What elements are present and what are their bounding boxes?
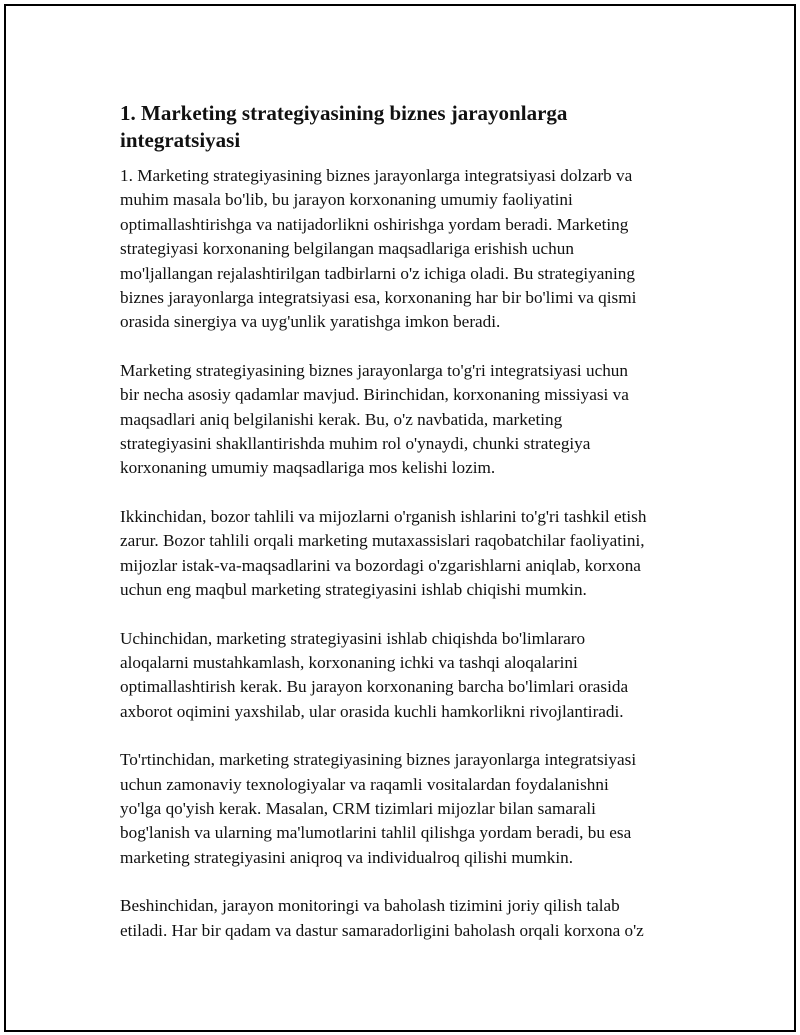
paragraph-4	[120, 627, 690, 725]
page-frame	[4, 4, 796, 1032]
text-line: muhim masala bo'lib, bu jarayon korxonaning umumiy faoliyatini	[120, 190, 573, 210]
text-line: To'rtinchidan, marketing strategiyasining biznes jarayonlarga integratsiyasi	[120, 750, 637, 770]
text-line: mo'ljallangan rejalashtirilgan tadbirlarni o'z ichiga oladi. Bu strategiyaning	[120, 263, 635, 283]
text-line: orasida sinergiya va uyg'unlik yaratishga imkon beradi.	[120, 312, 501, 332]
text-line: 1. Marketing strategiyasining biznes jarayonlarga integratsiyasi dolzarb va	[120, 166, 633, 185]
text-line: axborot oqimini yaxshilab, ular orasida kuchli hamkorlikni rivojlantiradi.	[120, 701, 624, 721]
text-line: Uchinchidan, marketing strategiyasini ishlab chiqishda bo'limlararo	[120, 628, 586, 648]
paragraph-6	[120, 894, 690, 943]
text-line: korxonaning umumiy maqsadlariga mos kelishi lozim.	[120, 458, 496, 478]
text-line: strategiyasi korxonaning belgilangan maqsadlariga erishish uchun	[120, 239, 574, 259]
paragraph-3	[120, 505, 690, 603]
text-line: biznes jarayonlarga integratsiyasi esa, korxonaning har bir bo'limi va qismi	[120, 288, 637, 308]
heading-line: 1. Marketing strategiyasining biznes jarayonlarga	[120, 101, 568, 125]
text-line: uchun zamonaviy texnologiyalar va raqamli vositalardan foydalanishni	[120, 774, 609, 794]
text-line: uchun eng maqbul marketing strategiyasini ishlab chiqishi mumkin.	[120, 580, 587, 600]
heading-line: integratsiyasi	[120, 128, 241, 152]
text-line: Ikkinchidan, bozor tahlili va mijozlarni o'rganish ishlarini to'g'ri tashkil etish	[120, 506, 647, 526]
paragraph-2	[120, 359, 690, 481]
text-line: aloqalarni mustahkamlash, korxonaning ichki va tashqi aloqalarini	[120, 652, 578, 672]
text-line: zarur. Bozor tahlili orqali marketing mutaxassislari raqobatchilar faoliyatini,	[120, 531, 645, 551]
text-line: Marketing strategiyasining biznes jarayonlarga to'g'ri integratsiyasi uchun	[120, 360, 628, 380]
text-line: bog'lanish va ularning ma'lumotlarini tahlil qilishga yordam beradi, bu esa	[120, 823, 632, 843]
text-line: strategiyasini shakllantirishda muhim rol o'ynaydi, chunki strategiya	[120, 434, 591, 454]
text-line: Beshinchidan, jarayon monitoringi va baholash tizimini joriy qilish talab	[120, 896, 620, 916]
text-line: optimallashtirishga va natijadorlikni oshirishga yordam beradi. Marketing	[120, 214, 629, 234]
document-body	[120, 100, 690, 967]
text-line: marketing strategiyasini aniqroq va individualroq qilishi mumkin.	[120, 847, 574, 867]
text-line: etiladi. Har bir qadam va dastur samaradorligini baholash orqali korxona o'z	[120, 920, 644, 940]
paragraph-1	[120, 164, 690, 335]
text-line: bir necha asosiy qadamlar mavjud. Birinchidan, korxonaning missiyasi va	[120, 385, 629, 405]
text-line: mijozlar istak-va-maqsadlarini va bozordagi o'zgarishlarni aniqlab, korxona	[120, 555, 641, 575]
text-line: yo'lga qo'yish kerak. Masalan, CRM tizimlari mijozlar bilan samarali	[120, 798, 596, 818]
paragraph-5	[120, 748, 690, 870]
text-line: optimallashtirish kerak. Bu jarayon korxonaning barcha bo'limlari orasida	[120, 677, 629, 697]
section-heading	[120, 100, 690, 154]
text-line: maqsadlari aniq belgilanishi kerak. Bu, o'z navbatida, marketing	[120, 409, 563, 429]
